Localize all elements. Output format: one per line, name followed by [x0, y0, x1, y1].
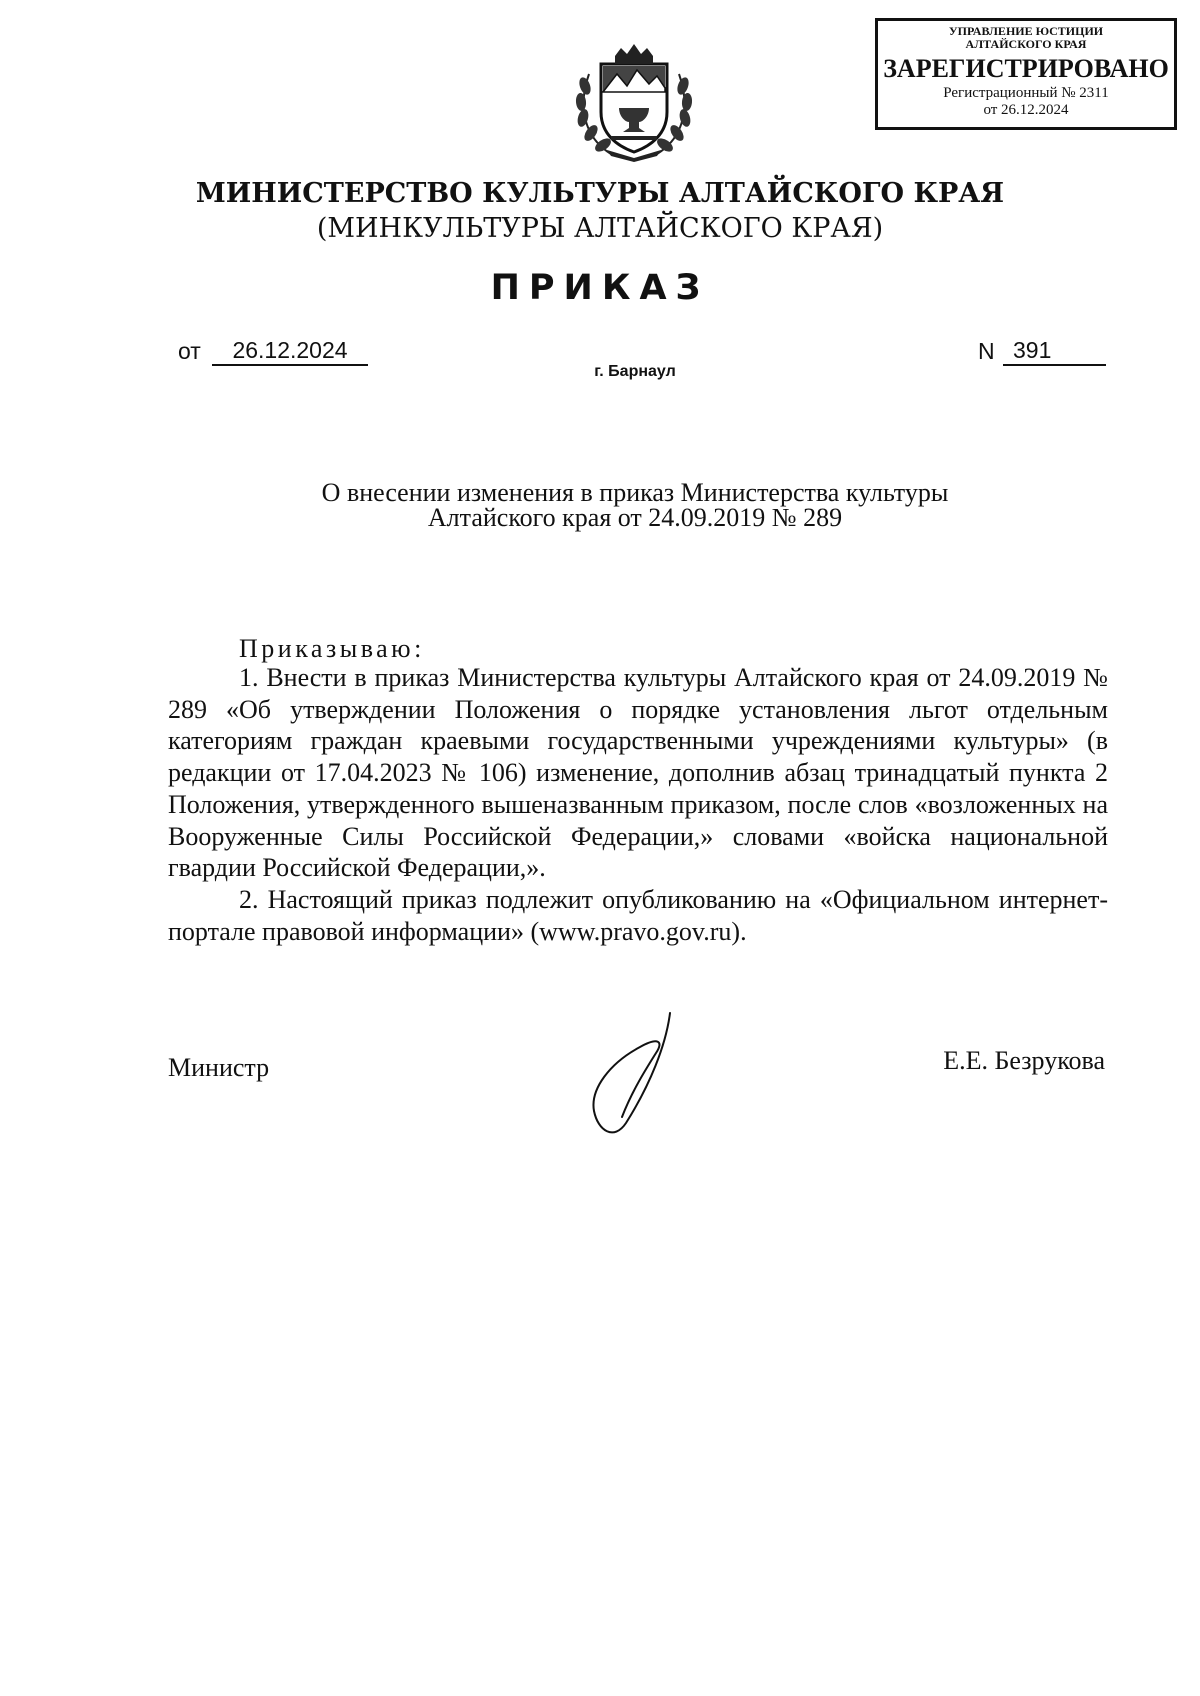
body-paragraph-1: 1. Внести в приказ Министерства культуры Алтайского края от 24.09.2019 № 289 «Об утверждении Положения о порядке установления льгот отдельным категориям граждан краевыми государственными учреждениями культуры» (в редакции от 17.04.2023 № 106) изменение, дополнив абзац тринадцатый пункта 2 Положения, утвержденного вышеназванным приказом, после слов «возложенных на Вооруженные Силы Российской Федерации,» словами «войска национальной гвардии Российской Федерации,». — [168, 663, 1108, 883]
body-paragraph-2: 2. Настоящий приказ подлежит опубликованию на «Официальном интернет-портале правовой информации» (www.pravo.gov.ru). — [168, 884, 1108, 946]
ministry-name: МИНИСТЕРСТВО КУЛЬТУРЫ АЛТАЙСКОГО КРАЯ — [195, 178, 1005, 209]
document-subject — [200, 480, 1070, 530]
stamp-authority-line2: АЛТАЙСКОГО КРАЯ — [965, 37, 1087, 51]
signer-name: Е.Е. Безрукова — [943, 1046, 1105, 1075]
subject-line-1: О внесении изменения в приказ Министерства культуры — [321, 478, 949, 507]
date-label: от — [178, 338, 201, 364]
stamp-authority-line1: УПРАВЛЕНИЕ ЮСТИЦИИ — [948, 24, 1104, 38]
order-word: Приказываю: — [239, 634, 425, 663]
coat-of-arms-icon — [571, 42, 697, 162]
document-date: 26.12.2024 — [212, 336, 368, 366]
subject-line-2: Алтайского края от 24.09.2019 № 289 — [427, 503, 843, 532]
document-type: ПРИКАЗ — [490, 268, 710, 308]
registration-stamp — [875, 18, 1177, 130]
stamp-status: ЗАРЕГИСТРИРОВАНО — [883, 54, 1169, 83]
signer-position: Министр — [168, 1053, 270, 1082]
stamp-registration-date: от 26.12.2024 — [983, 102, 1069, 118]
ministry-short-name: (МИНКУЛЬТУРЫ АЛТАЙСКОГО КРАЯ) — [316, 213, 884, 244]
document-body — [168, 662, 1108, 947]
city: г. Барнаул — [594, 363, 676, 380]
document-number: 391 — [1003, 336, 1106, 366]
number-label: N — [978, 338, 995, 364]
handwritten-signature — [570, 1005, 690, 1155]
stamp-registration-number: Регистрационный № 2311 — [943, 85, 1109, 101]
